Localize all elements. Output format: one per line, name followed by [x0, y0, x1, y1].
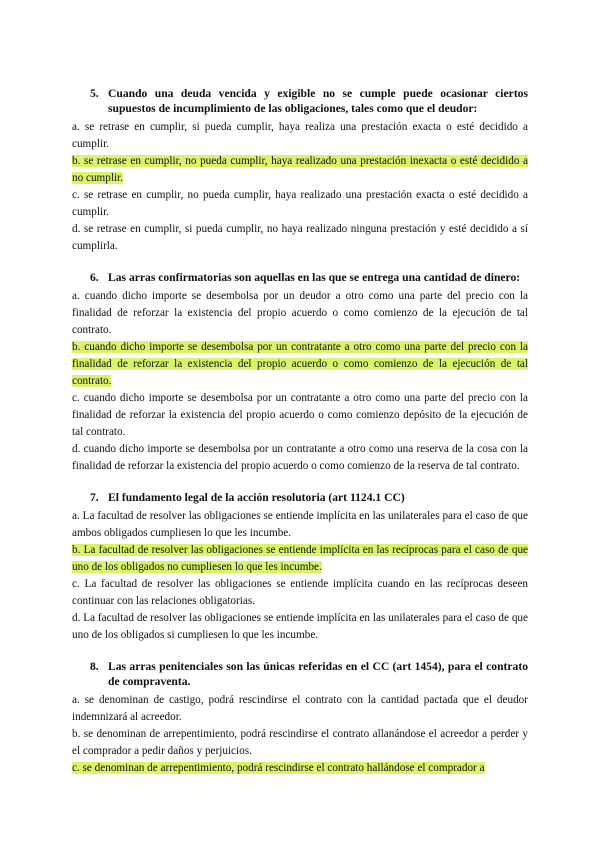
question-text: Las arras penitenciales son las únicas referidas en el CC (art 1454), para el contrato de compraventa.: [108, 660, 528, 688]
question-text: El fundamento legal de la acción resolutoria (art 1124.1 CC): [108, 491, 405, 504]
option-c: c. se retrase en cumplir, no pueda cumplir, haya realizado una prestación exacta o esté decidido a cumplir.: [72, 189, 528, 218]
option-b-highlighted: b. cuando dicho importe se desembolsa por un contratante a otro como una parte del precio con la finalidad de reforzar la existencia del propio acuerdo o como comienzo de la ejecución de tal contrato.: [72, 341, 528, 387]
question-number: 8.: [90, 660, 99, 673]
option-c: c. La facultad de resolver las obligaciones se entiende implícita cuando en las recíprocas deseen continuar con las relaciones obligatorias.: [72, 578, 528, 607]
option-d: d. La facultad de resolver las obligaciones se entiende implícita en las unilaterales para el caso de que uno de los obligados si cumpliesen lo que les incumbe.: [72, 612, 528, 641]
question-7: [72, 490, 528, 644]
question-title: [72, 86, 528, 116]
question-number: 5.: [90, 87, 99, 100]
question-8: [72, 659, 528, 777]
question-title: [72, 270, 528, 285]
question-5: [72, 86, 528, 255]
option-a: a. se retrase en cumplir, si pueda cumplir, haya realiza una prestación exacta o esté decidido a cumplir.: [72, 121, 528, 150]
question-number: 7.: [90, 491, 99, 504]
option-c-highlighted: c. se denominan de arrepentimiento, podrá rescindirse el contrato hallándose el comprador a: [72, 762, 485, 774]
question-text: Las arras confirmatorias son aquellas en las que se entrega una cantidad de dinero:: [108, 271, 521, 284]
question-title: [72, 659, 528, 689]
option-a: a. La facultad de resolver las obligaciones se entiende implícita en las unilaterales para el caso de que ambos obligados cumpliesen lo que les incumbe.: [72, 510, 528, 539]
question-number: 6.: [90, 271, 99, 284]
question-title: [72, 490, 528, 505]
option-a: a. se denominan de castigo, podrá rescindirse el contrato con la cantidad pactada que el deudor indemnizará al acreedor.: [72, 694, 528, 723]
option-c: c. cuando dicho importe se desembolsa por un contratante a otro como una parte del precio con la finalidad de reforzar la existencia del propio acuerdo o como comienzo depósito de la ejecución de tal contrato.: [72, 392, 528, 438]
option-b-highlighted: b. La facultad de resolver las obligaciones se entiende implícita en las recíprocas para el caso de que uno de los obligados no cumpliesen lo que les incumbe.: [72, 544, 528, 573]
option-b: b. se denominan de arrepentimiento, podrá rescindirse el contrato allanándose el acreedor a perder y el comprador a pedir daños y perjuicios.: [72, 728, 528, 757]
document-content: [72, 86, 528, 792]
question-text: Cuando una deuda vencida y exigible no se cumple puede ocasionar ciertos supuestos de incumplimiento de las obligaciones, tales como que el deudor:: [108, 87, 528, 115]
option-d: d. se retrase en cumplir, si pueda cumplir, no haya realizado ninguna prestación y esté decidido a sí cumplirla.: [72, 223, 528, 252]
option-a: a. cuando dicho importe se desembolsa por un deudor a otro como una parte del precio con la finalidad de reforzar la existencia del propio acuerdo o como comienzo de la ejecución de tal contrato.: [72, 290, 528, 336]
option-b-highlighted: b. se retrase en cumplir, no pueda cumplir, haya realizado una prestación inexacta o esté decidido a no cumplir.: [72, 155, 528, 184]
option-d: d. cuando dicho importe se desembolsa por un contratante a otro como una reserva de la cosa con la finalidad de reforzar la existencia del propio acuerdo o como comienzo de la reserva de tal contrato.: [72, 443, 528, 472]
question-6: [72, 270, 528, 475]
